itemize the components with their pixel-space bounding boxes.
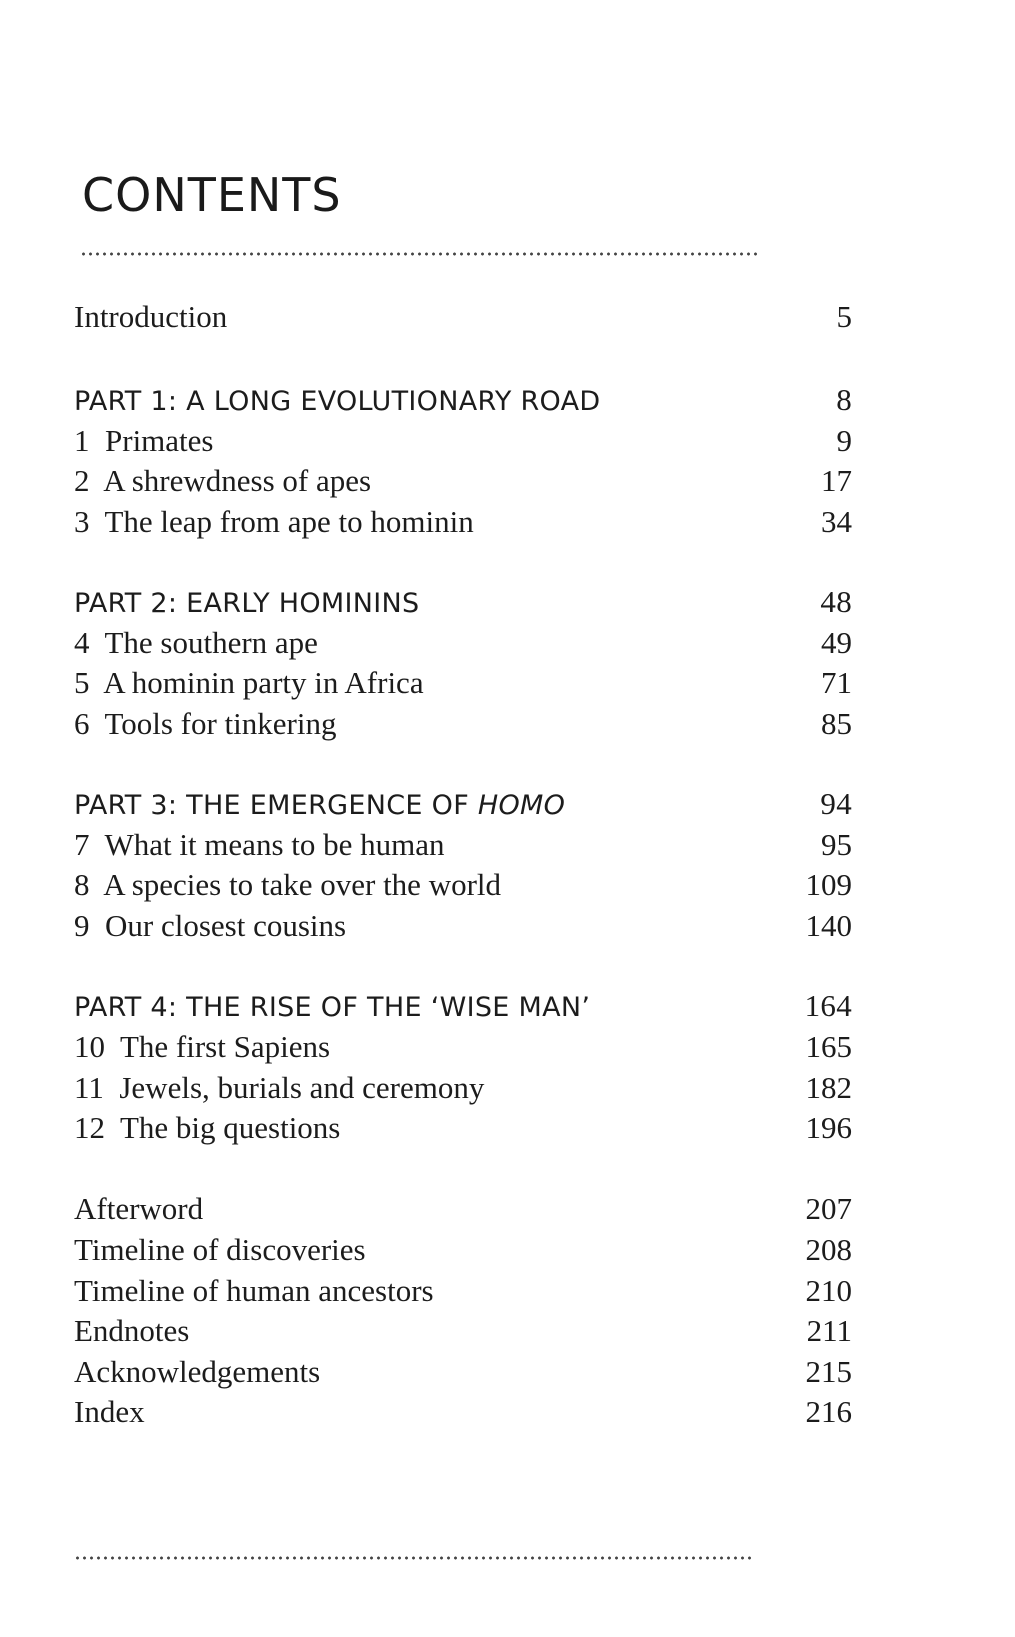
chapter-page: 85 <box>821 706 852 741</box>
toc-entry-introduction[interactable] <box>74 297 852 337</box>
entry-page: 211 <box>806 1313 852 1348</box>
chapter-number: 9 <box>74 908 90 943</box>
chapter-label: Our closest cousins <box>105 908 347 943</box>
chapter-text <box>74 906 346 946</box>
entry-page: 207 <box>805 1191 852 1226</box>
chapter-label: A hominin party in Africa <box>103 665 424 700</box>
toc-entry-chapter[interactable] <box>74 1108 852 1148</box>
toc-entry-chapter[interactable] <box>74 502 852 542</box>
entry-label: Afterword <box>74 1191 204 1226</box>
chapter-page: 182 <box>805 1070 852 1105</box>
entry-label: Endnotes <box>74 1313 190 1348</box>
chapter-text <box>74 865 501 905</box>
chapter-page: 196 <box>805 1110 852 1145</box>
entry-label: Index <box>74 1394 145 1429</box>
part-page: 48 <box>820 584 852 619</box>
part-heading-3[interactable] <box>74 784 852 824</box>
page-title: CONTENTS <box>82 168 342 222</box>
toc-entry-chapter[interactable] <box>74 461 852 501</box>
toc-entry-timeline-discoveries[interactable] <box>74 1230 852 1270</box>
chapter-page: 109 <box>805 867 852 902</box>
chapter-text <box>74 1068 484 1108</box>
chapter-text <box>74 623 318 663</box>
toc-entry-chapter[interactable] <box>74 825 852 865</box>
chapter-number: 10 <box>74 1029 105 1064</box>
toc-entry-index[interactable] <box>74 1392 852 1432</box>
chapter-number: 6 <box>74 706 90 741</box>
toc-entry-chapter[interactable] <box>74 906 852 946</box>
part-page: 164 <box>804 988 852 1023</box>
toc-entry-chapter[interactable] <box>74 663 852 703</box>
chapter-label: A species to take over the world <box>103 867 502 902</box>
chapter-number: 5 <box>74 665 90 700</box>
chapter-number: 2 <box>74 463 90 498</box>
toc-entry-afterword[interactable] <box>74 1189 852 1229</box>
part-label: PART 1: A LONG EVOLUTIONARY ROAD <box>74 386 601 417</box>
part-label: PART 4: THE RISE OF THE ‘WISE MAN’ <box>74 992 591 1023</box>
part-heading-2[interactable] <box>74 582 852 622</box>
entry-page: 216 <box>805 1394 852 1429</box>
chapter-text <box>74 1108 340 1148</box>
entry-label: Introduction <box>74 299 228 334</box>
chapter-number: 8 <box>74 867 90 902</box>
chapter-page: 95 <box>821 827 852 862</box>
chapter-label: The leap from ape to hominin <box>104 504 474 539</box>
toc-entry-chapter[interactable] <box>74 623 852 663</box>
chapter-text <box>74 825 445 865</box>
entry-page: 5 <box>836 299 852 334</box>
part-label-italic: HOMO <box>477 790 566 821</box>
chapter-number: 4 <box>74 625 90 660</box>
chapter-text <box>74 461 371 501</box>
part-label-text: PART 3: THE EMERGENCE OF <box>74 790 478 821</box>
chapter-label: What it means to be human <box>104 827 445 862</box>
toc-entry-timeline-ancestors[interactable] <box>74 1271 852 1311</box>
chapter-text <box>74 421 214 461</box>
dotted-divider-bottom <box>74 1556 754 1560</box>
toc-entry-acknowledgements[interactable] <box>74 1352 852 1392</box>
entry-label: Timeline of human ancestors <box>74 1273 434 1308</box>
dotted-divider-top <box>80 252 760 256</box>
part-heading-1[interactable] <box>74 380 852 420</box>
chapter-text <box>74 704 336 744</box>
toc-entry-chapter[interactable] <box>74 865 852 905</box>
toc-entry-chapter[interactable] <box>74 421 852 461</box>
toc-entry-chapter[interactable] <box>74 1027 852 1067</box>
entry-page: 210 <box>805 1273 852 1308</box>
part-heading-4[interactable] <box>74 986 852 1026</box>
chapter-text <box>74 502 474 542</box>
chapter-number: 3 <box>74 504 90 539</box>
chapter-page: 49 <box>821 625 852 660</box>
chapter-label: The first Sapiens <box>119 1029 331 1064</box>
chapter-number: 12 <box>74 1110 105 1145</box>
part-page: 8 <box>836 382 852 417</box>
toc-entry-chapter[interactable] <box>74 1068 852 1108</box>
chapter-label: Jewels, burials and ceremony <box>119 1070 485 1105</box>
chapter-page: 17 <box>821 463 852 498</box>
chapter-page: 140 <box>805 908 852 943</box>
entry-page: 215 <box>805 1354 852 1389</box>
part-page: 94 <box>820 786 852 821</box>
chapter-label: A shrewdness of apes <box>103 463 372 498</box>
chapter-page: 71 <box>821 665 852 700</box>
chapter-number: 7 <box>74 827 90 862</box>
chapter-page: 34 <box>821 504 852 539</box>
chapter-number: 1 <box>74 423 90 458</box>
toc-entry-chapter[interactable] <box>74 704 852 744</box>
entry-label: Acknowledgements <box>74 1354 321 1389</box>
chapter-label: The big questions <box>119 1110 341 1145</box>
chapter-page: 165 <box>805 1029 852 1064</box>
chapter-text <box>74 1027 330 1067</box>
entry-page: 208 <box>805 1232 852 1267</box>
chapter-number: 11 <box>74 1070 104 1105</box>
part-label <box>74 786 565 826</box>
chapter-label: The southern ape <box>104 625 318 660</box>
chapter-text <box>74 663 424 703</box>
chapter-page: 9 <box>836 423 852 458</box>
chapter-label: Tools for tinkering <box>104 706 337 741</box>
part-label: PART 2: EARLY HOMININS <box>74 588 420 619</box>
entry-label: Timeline of discoveries <box>74 1232 366 1267</box>
toc-entry-endnotes[interactable] <box>74 1311 852 1351</box>
chapter-label: Primates <box>105 423 214 458</box>
